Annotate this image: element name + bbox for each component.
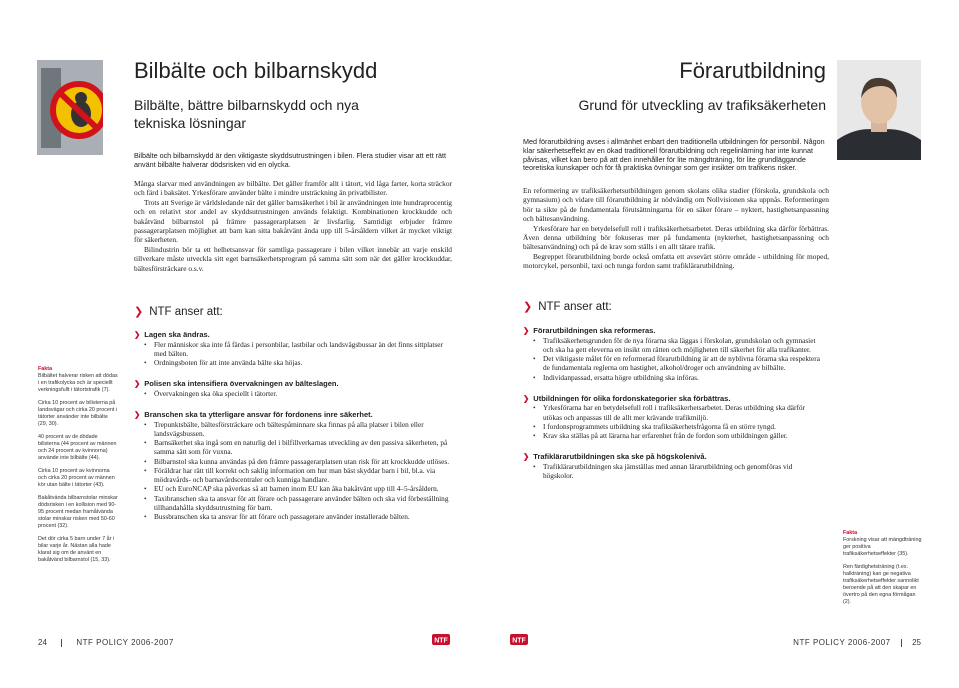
list-item: • Krav ska ställas på att lärarna har erfarenhet från de fordon som utbildningen gäller. [533, 431, 823, 440]
list-item: • Ordningsboten för att inte använda bälte ska höjas. [144, 358, 452, 367]
fakta-sidebar [38, 366, 118, 570]
list-item: • Taxibranschen ska ta ansvar för att förare och passagerare använder bälten och ska vid förbeställning tillhandahålla skyddsutrustning för barn. [144, 494, 452, 513]
fakta-item: Ren färdighetsträning (t.ex. halkträning) kan ge negativa trafiksäkerhetseffekter sannolikt beroende på att den skapar en övertro på den egna förmågan (2). [843, 564, 919, 606]
section-heading: ❯ Förarutbildningen ska reformeras. [523, 326, 656, 335]
page-number: 25 [912, 638, 921, 647]
footer-right [790, 638, 921, 647]
footer-left [38, 638, 174, 647]
list-item: • Individanpassad, ersatta högre utbildning ska införas. [533, 373, 823, 382]
arrow-icon: ❯ [134, 379, 141, 389]
list-item: • Trafiklärarutbildningen ska jämställas med annan lärarutbildning och genomföras vid högskolor. [533, 462, 823, 481]
list-item: • Bussbranschen ska ta ansvar för att förare och passagerare använder installerade bälten. [144, 512, 452, 521]
list-item: • Föräldrar har rätt till korrekt och saklig information om hur man bäst skyddar barn i bil, bl.a. via mödravårds- och barnavårdscentraler och kunniga handlare. [144, 466, 452, 485]
list-item: • Trafiksäkerhetsgrunden för de nya förarna ska läggas i förskolan, grundskolan och gymnasiet och ska ha gett eleverna en insikt om rätten och möjligheten till säkerhet för alla trafikanter. [533, 336, 823, 355]
intro-text: Med förarutbildning avses i allmänhet enbart den traditionella utbildningen för personbil. Någon klar säkerhetseffekt av en ökad traditionell förarutbildning och regelinlärning har inte kunnat påvisas, vilket kan bero på att den innehåller för lite mängdträning, för lite grundläggande teoretiska kunskaper och för få praktiska övningar som ger insikter om trafikens risker. [523, 137, 825, 173]
section-heading: ❯ Utbildningen för olika fordonskategorier ska förbättras. [523, 393, 731, 403]
list-item: • Bilbarnstol ska kunna användas på den främre passagerarplatsen utan risk för att krockkudde utlöses. [144, 457, 452, 466]
list-item: • I fordonsprogrammets utbildning ska trafiksäkerhetsfrågorna få en större tyngd. [533, 422, 823, 431]
young-driver-photo [837, 60, 921, 160]
body-paragraph: Yrkesförare har en betydelsefull roll i trafiksäkerhetsarbetet. Deras utbildning ska därför förbättras. Även denna utbildning bör fokuseras mer på fundamenta (nykterhet, hastighetsanpassning och bältesanvändning) och på de krav som ställs i en allt tätare trafik. [523, 223, 829, 252]
body-paragraph: Många slarvar med användningen av bilbälte. Det gäller framför allt i tätort, vid låga farter, korta sträckor och färd i baksätet. Yrkesförare använder bälte i mindre utsträckning än privatbilister. [134, 179, 452, 198]
ntf-heading: ❯ NTF anser att: [134, 306, 223, 318]
fakta-sidebar [843, 530, 923, 612]
body-paragraph: Trots att Sverige är världsledande när det gäller barnsäkerhet i bil är användningen inte hundraprocentig och en relativt stor andel av skyddsutrustningen används felaktigt. Kombinationen krockkudde och bakåtvänd bilbarnstol på främre passagerarplatsen är livsfarlig. Samtidigt erbjuder främre passagerarplatsen möjlighet att barn kan sitta bakåtvänt ända upp till 5-årsåldern vilket är mycket viktigt för säkerheten. [134, 197, 452, 245]
body-paragraph: Begreppet förarutbildning borde också omfatta ett avsevärt större område - utbildning för moped, motorcykel, personbil, taxi och tunga fordon samt trafiklärarutbildning. [523, 251, 829, 271]
list-item: • Barnsäkerhet ska ingå som en naturlig del i bilfillverkarnas utveckling av den passiva säkerheten, på samma sätt som för vuxna. [144, 438, 452, 457]
fakta-item: 40 procent av de dödade bilisterna (44 procent av männen och 24 procent av kvinnorna) använde inte bilbälte (44). [38, 434, 117, 462]
child-seat-photo [37, 60, 103, 155]
svg-text:NTF: NTF [512, 637, 526, 645]
fakta-item: Bakåtvända bilbarnstolar minskar dödsrisken i en kollision med 90-95 procent medan framåtvända stolar minskar risken med 50-60 procent (32). [38, 495, 118, 530]
svg-text:NTF: NTF [434, 637, 448, 645]
body-paragraph: En reformering av trafiksäkerhetsutbildningen genom skolans olika stadier (förskola, grundskola och gymnasium) och vidare till förarutbildning är nödvändig om Nollvisionen ska uppnås. Reformeringen bör ta sikte på de fundamentala förutsättningarna för en säker förare – nyktert, hastighetsanpassning och bältesanvändning. [523, 186, 829, 224]
section-heading: ❯ Lagen ska ändras. [134, 330, 210, 339]
fakta-item: Det dör cirka 5 barn under 7 år i bilar varje år. Nästan alla hade klarat sig om de använt en bakåtvänd bilbarnstol (15, 33). [38, 536, 115, 564]
body-paragraph: Bilindustrin bör ta ett helhetsansvar för samtliga passagerare i bilen vilket innebär att varje enskild tillverkare måste utveckla sitt eget barnsäkerhetsprogram på samma sätt som när det gäller krockkuddar, bältesförsträckare o.s.v. [134, 244, 452, 273]
fakta-item: Cirka 10 procent av kvinnorna och cirka 20 procent av männen kör utan bälte i tätorter (43). [38, 468, 115, 489]
fakta-label: Fakta [38, 366, 53, 372]
ntf-logo [510, 632, 528, 648]
section-heading: ❯ Branschen ska ta ytterligare ansvar för fordonens inre säkerhet. [134, 410, 373, 420]
footer-text: NTF POLICY 2006-2007 [76, 638, 174, 647]
list-item: • Fler människor ska inte få färdas i personbilar, lastbilar och landsvägsbussar än det finns sittplatser med bälten. [144, 340, 452, 359]
fakta-label: Fakta [843, 530, 858, 536]
intro-text: Bilbälte och bilbarnskydd är den viktigaste skyddsutrustningen i bilen. Flera studier visar att ett rätt använt bilbälte halverar dödsrisken vid en olycka. [134, 151, 447, 169]
ntf-sections [134, 326, 452, 522]
arrow-icon: ❯ [523, 393, 530, 403]
prohibition-sign-icon [37, 60, 103, 155]
arrow-icon: ❯ [523, 326, 530, 335]
section-heading: ❯ Polisen ska intensifiera övervakningen av bälteslagen. [134, 379, 339, 389]
section-heading: ❯ Trafiklärarutbildningen ska ske på högskolenivå. [523, 452, 707, 462]
list-item: • Övervakningen ska öka speciellt i tätorter. [144, 389, 452, 398]
page-title: Förarutbildning [679, 58, 826, 83]
arrow-icon: ❯ [523, 452, 530, 462]
page-number: 24 [38, 638, 47, 647]
arrow-icon: ❯ [134, 306, 144, 318]
list-item: • Det viktigaste målet för en reformerad förarutbildning är att de nyblivna förarna ska respektera de fundamentala reglerna om hastighet, alkohol/droger och användning av bilbälte. [533, 354, 823, 373]
page-subtitle: Bilbälte, bättre bilbarnskydd och nya tekniska lösningar [134, 97, 359, 131]
list-item: • EU och EuroNCAP ska påverkas så att barnen inom EU kan åka bakåtvänt upp till 4–5-årsåldern. [144, 484, 452, 493]
body-text [134, 179, 452, 273]
ntf-heading: ❯ NTF anser att: [523, 301, 612, 313]
page-subtitle: Grund för utveckling av trafiksäkerheten [578, 97, 826, 113]
body-text [523, 186, 829, 271]
ntf-logo [432, 632, 450, 648]
list-item: • Trepunktsbälte, bältesförsträckare och bältespåminnare ska finnas på alla platser i bilen eller landsvägsbussen. [144, 420, 452, 439]
fakta-item: Cirka 10 procent av bilisterna på landsvägar och cirka 20 procent i tätorter använder inte bilbälte (29, 30). [38, 400, 118, 428]
arrow-icon: ❯ [134, 330, 141, 339]
arrow-icon: ❯ [523, 301, 533, 313]
page-title: Bilbälte och bilbarnskydd [134, 58, 378, 83]
ntf-sections [523, 322, 823, 480]
fakta-item: Forskning visar att mängdträning ger positiva trafiksäkerhetseffekter (35). [843, 537, 922, 558]
list-item: • Yrkesförarna har en betydelsefull roll i trafiksäkerhetsarbetet. Deras utbildning ska därför utökas och anpassas till de allt mer krävande trafikmiljö. [533, 403, 823, 422]
fakta-item: Bilbältet halverar risken att dödas i en trafikolycka och är speciellt verkningsfullt i tätortstrafik (7). [38, 373, 118, 394]
arrow-icon: ❯ [134, 410, 141, 420]
footer-text: NTF POLICY 2006-2007 [793, 638, 891, 647]
